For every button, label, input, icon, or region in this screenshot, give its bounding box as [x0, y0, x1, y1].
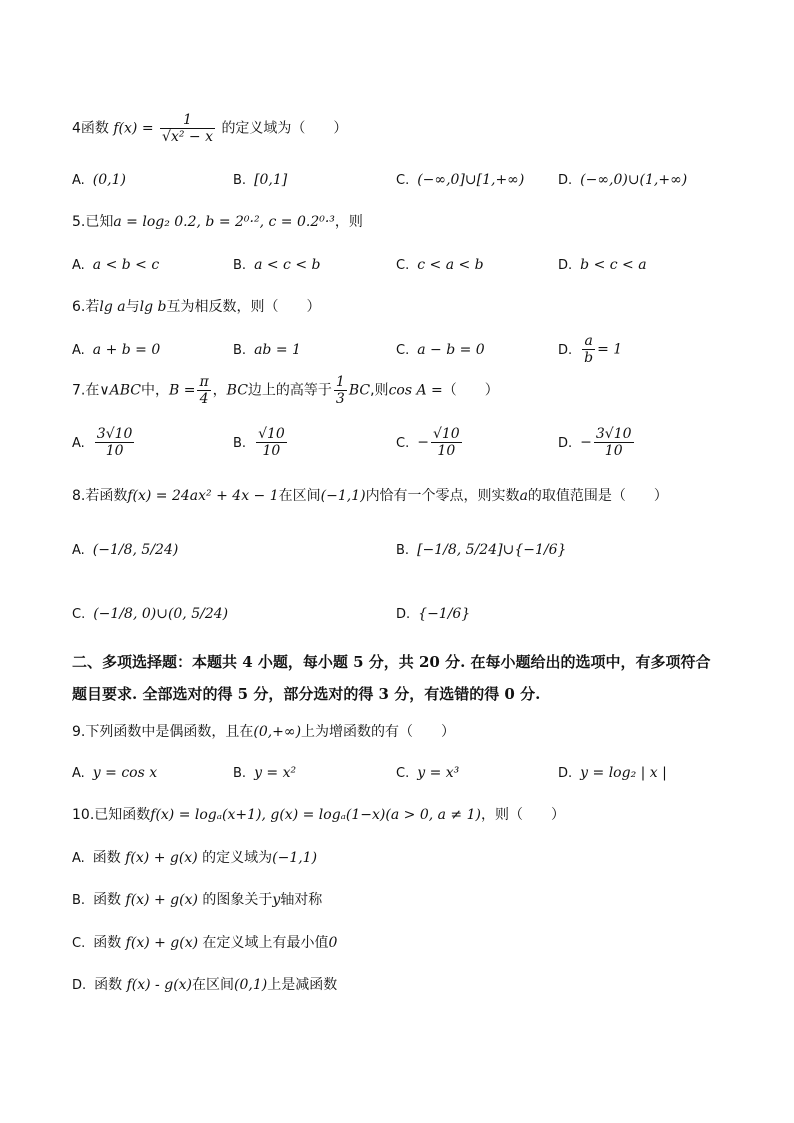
q8-function: f(x) = 24ax² + 4x − 1	[127, 488, 279, 504]
option-text: (−∞,0)∪(1,+∞)	[580, 172, 688, 188]
option-math: f(x) - g(x)	[126, 977, 193, 993]
q7-bc: BC	[348, 382, 371, 399]
frac-num: a	[582, 333, 595, 350]
frac-den: 3	[335, 391, 345, 407]
q7-text: 边上的高等于	[247, 382, 332, 399]
question-8-stem	[72, 486, 668, 506]
frac-den: 10	[437, 443, 456, 459]
option-math: f(x) + g(x)	[125, 850, 198, 866]
option-text: y = x³	[417, 765, 460, 781]
option-text: 函数	[93, 935, 122, 951]
q9-interval: (0,+∞)	[253, 724, 302, 740]
option-math: f(x) + g(x)	[125, 892, 198, 908]
option-text: 上是减函数	[267, 977, 338, 993]
option-text: a + b = 0	[92, 342, 161, 358]
option-label: C.	[396, 343, 410, 358]
option-text: a < b < c	[92, 257, 160, 273]
q6-lg-b: lg b	[139, 299, 167, 315]
q7-text: ，	[212, 382, 227, 399]
question-7-stem	[72, 374, 499, 407]
option-text: (0,1)	[92, 172, 126, 188]
option-text: y = cos x	[92, 765, 158, 781]
question-10-stem	[72, 805, 565, 825]
option-label: C.	[72, 607, 86, 622]
q7-triangle: ∨ABC	[99, 382, 141, 399]
q9-option-a	[72, 763, 157, 784]
q6-stem-suffix: 互为相反数，则（ ）	[166, 299, 321, 315]
option-text: a < c < b	[254, 257, 321, 273]
option-text: b < c < a	[580, 257, 647, 273]
option-text: 函数	[93, 892, 122, 908]
q5-option-c	[396, 255, 484, 276]
q8-var: a	[519, 488, 528, 504]
frac-den: b	[584, 350, 594, 366]
option-text: = 1	[597, 341, 623, 358]
q10-stem-suffix: ，则（ ）	[480, 807, 565, 823]
q4-frac-den-radicand: x² − x	[170, 129, 213, 145]
q9-stem-suffix: 上为增函数的有（ ）	[301, 724, 456, 740]
option-label: B.	[233, 766, 247, 781]
q10-option-b	[72, 890, 322, 911]
q7-option-b	[233, 426, 289, 459]
option-math: f(x) + g(x)	[125, 935, 199, 951]
q5-option-a	[72, 255, 159, 276]
option-label: A.	[72, 258, 85, 273]
option-text: a − b = 0	[417, 342, 485, 358]
frac-num: π	[199, 374, 209, 390]
q7-option-c	[396, 426, 464, 459]
q8-option-d	[396, 604, 470, 625]
q10-option-c	[72, 933, 337, 954]
option-label: D.	[558, 435, 573, 451]
sign: −	[417, 434, 429, 451]
option-label: C.	[72, 936, 86, 951]
option-label: A.	[72, 851, 85, 866]
option-text: {−1/6}	[418, 606, 471, 622]
q6-option-d	[558, 333, 622, 366]
q8-option-b	[396, 540, 566, 561]
frac-num: 3√10	[595, 426, 632, 442]
q7-bc: BC	[226, 382, 248, 399]
option-math: y	[272, 892, 281, 908]
q5-stem-prefix: 5.已知	[72, 214, 114, 230]
option-label: C.	[396, 766, 410, 781]
q6-option-a	[72, 340, 160, 361]
option-label: B.	[233, 258, 247, 273]
option-label: C.	[396, 435, 410, 451]
question-4-stem	[72, 112, 347, 145]
q7-option-d	[558, 426, 636, 459]
option-text: (−1/8, 5/24)	[92, 542, 179, 558]
option-label: B.	[233, 435, 247, 451]
q8-text: 在区间	[278, 488, 321, 504]
q4-frac-den: √x² − x	[162, 129, 213, 145]
question-6-stem	[72, 297, 320, 317]
q4-fraction	[160, 112, 215, 145]
frac-num: 1	[335, 374, 345, 390]
q5-option-d	[558, 255, 647, 276]
option-text: [0,1]	[254, 172, 288, 188]
q8-option-c	[72, 604, 228, 625]
option-label: B.	[396, 543, 410, 558]
question-5-stem	[72, 212, 363, 232]
q6-option-c	[396, 340, 485, 361]
option-text: 函数	[94, 977, 123, 993]
option-label: B.	[233, 343, 247, 358]
q8-stem-suffix: 的取值范围是（ ）	[527, 488, 668, 504]
option-text: 在区间	[192, 977, 235, 993]
q4-option-a	[72, 170, 126, 191]
option-label: D.	[558, 342, 573, 358]
option-text: 轴对称	[280, 892, 323, 908]
q7-cos: cos A =	[388, 382, 443, 399]
q4-option-b	[233, 170, 287, 191]
q9-option-d	[558, 763, 667, 784]
option-text: c < a < b	[417, 257, 484, 273]
q8-stem-prefix: 8.若函数	[72, 488, 128, 504]
frac-den: 10	[604, 443, 623, 459]
q4-stem-prefix: 4函数	[72, 120, 109, 137]
option-math: 0	[328, 935, 338, 951]
question-9-stem	[72, 722, 455, 742]
q8-text: 内恰有一个零点，则实数	[365, 488, 520, 504]
option-text: 的定义域为	[202, 850, 273, 866]
q6-stem-prefix: 6.若	[72, 299, 100, 315]
option-text: y = x²	[254, 765, 297, 781]
q7-stem-suffix: （ ）	[442, 382, 499, 399]
option-text: (−∞,0]∪[1,+∞)	[417, 172, 525, 188]
frac-den: 10	[262, 443, 281, 459]
option-text: (−1/8, 0)∪(0, 5/24)	[93, 606, 229, 622]
q8-option-a	[72, 540, 178, 561]
option-label: D.	[558, 766, 573, 781]
option-label: C.	[396, 173, 410, 188]
option-label: A.	[72, 173, 85, 188]
option-label: D.	[72, 978, 87, 993]
q7-stem-prefix: 7.在	[72, 382, 100, 399]
q9-option-b	[233, 763, 296, 784]
option-text: 在定义域上有最小值	[202, 935, 329, 951]
frac-den: 4	[199, 391, 209, 407]
option-label: A.	[72, 766, 85, 781]
option-label: A.	[72, 343, 85, 358]
q7-option-a	[72, 426, 136, 459]
option-label: A.	[72, 543, 85, 558]
q4-option-d	[558, 170, 687, 191]
sign: −	[580, 434, 592, 451]
q8-interval: (−1,1)	[320, 488, 366, 504]
q9-option-c	[396, 763, 459, 784]
q6-option-b	[233, 340, 301, 361]
q5-math: a = log₂ 0.2, b = 2⁰·², c = 0.2⁰·³	[113, 214, 335, 230]
q4-option-c	[396, 170, 524, 191]
q4-frac-num: 1	[160, 112, 215, 129]
option-text: [−1/8, 5/24]∪{−1/6}	[417, 542, 567, 558]
frac-num: √10	[432, 426, 460, 442]
option-label: D.	[558, 173, 573, 188]
q10-functions: f(x) = logₐ(x+1), g(x) = logₐ(1−x)(a > 0, a ≠ 1)	[150, 807, 481, 823]
option-label: A.	[72, 435, 85, 451]
q9-stem-prefix: 9.下列函数中是偶函数，且在	[72, 724, 254, 740]
q4-function: f(x) =	[113, 120, 154, 137]
q7-text: ,则	[370, 382, 389, 399]
option-label: D.	[396, 607, 411, 622]
q6-lg-a: lg a	[99, 299, 126, 315]
frac-num: √10	[258, 426, 285, 442]
q5-option-b	[233, 255, 320, 276]
option-text: 的图象关于	[202, 892, 273, 908]
q7-b-eq: B =	[168, 382, 196, 399]
q10-option-a	[72, 848, 317, 869]
q10-stem-prefix: 10.已知函数	[72, 807, 151, 823]
q10-option-d	[72, 975, 337, 996]
option-text: ab = 1	[254, 342, 301, 358]
q4-stem-suffix: 的定义域为（ ）	[221, 120, 348, 137]
option-label: C.	[396, 258, 410, 273]
frac-den: 10	[105, 443, 124, 459]
q7-text: 中，	[140, 382, 169, 399]
option-label: B.	[72, 893, 86, 908]
option-math: (−1,1)	[272, 850, 318, 866]
q5-stem-suffix: ，则	[334, 214, 363, 230]
frac-num: 3√10	[96, 426, 133, 442]
option-text: y = log₂ | x |	[580, 765, 667, 781]
option-math: (0,1)	[234, 977, 268, 993]
q6-and: 与	[125, 299, 140, 315]
option-label: D.	[558, 258, 573, 273]
option-text: 函数	[92, 850, 121, 866]
option-label: B.	[233, 173, 247, 188]
section-2-heading: 二、多项选择题：本题共 4 小题，每小题 5 分，共 20 分. 在每小题给出的选项中，有多项符合题目要求. 全部选对的得 5 分，部分选对的得 3 分，有选错的得 0 分.	[72, 653, 711, 703]
